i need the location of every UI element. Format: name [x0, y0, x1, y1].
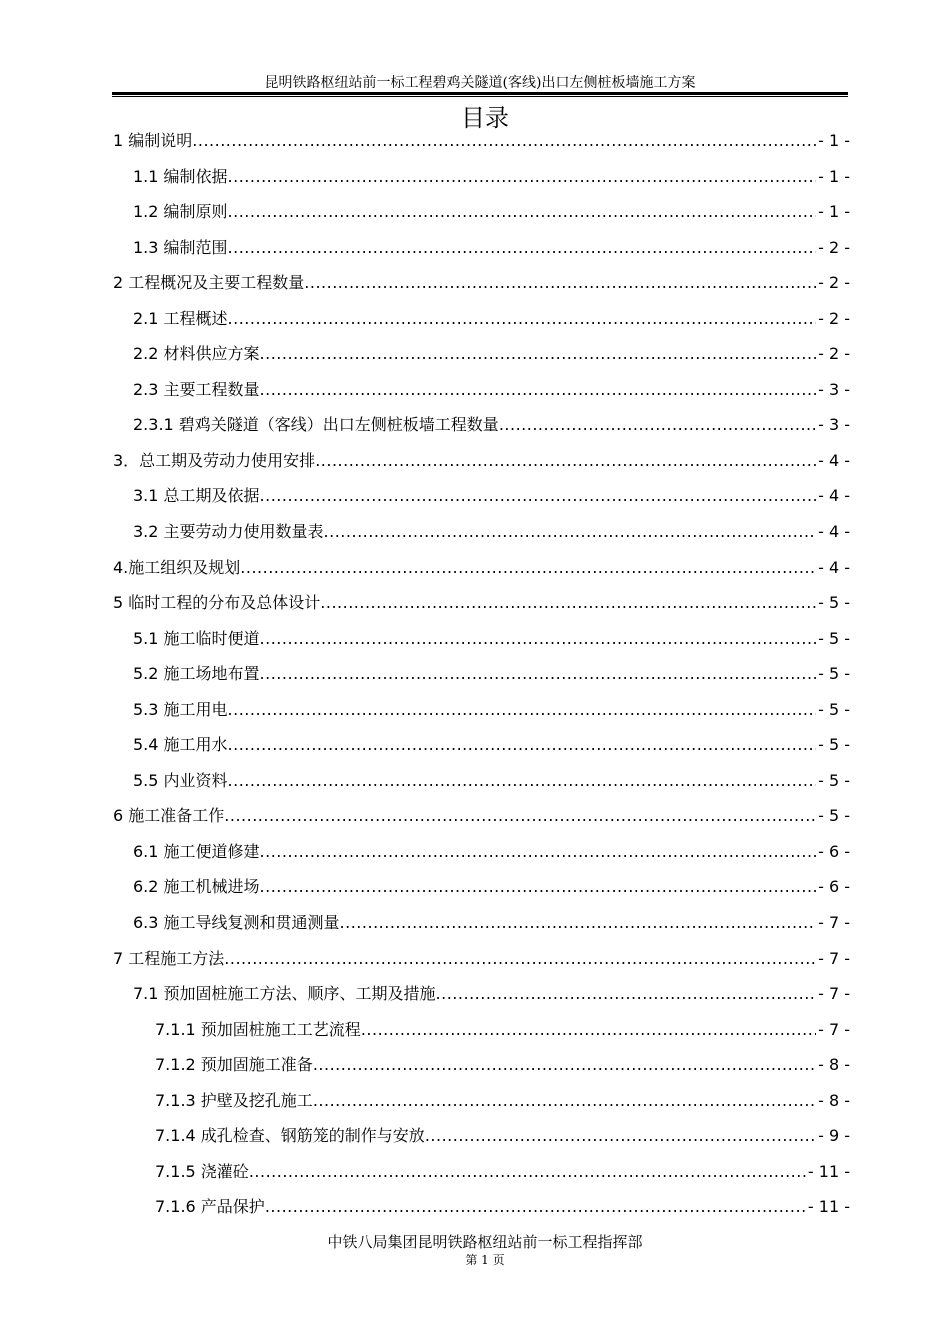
toc-entry-page: - 5 - — [818, 806, 850, 826]
toc-leader-dots — [361, 1012, 816, 1048]
toc-entry-page: - 2 - — [818, 237, 850, 257]
toc-entry-label: 6.3 施工导线复测和贯通测量 — [133, 913, 340, 933]
toc-entry[interactable] — [113, 372, 850, 408]
toc-leader-dots — [260, 621, 817, 657]
page-footer-org: 中铁八局集团昆明铁路枢纽站前一标工程指挥部 — [327, 1233, 643, 1251]
toc-leader-dots — [228, 692, 817, 728]
toc-entry-label: 2.3 主要工程数量 — [133, 379, 260, 399]
toc-entry-page: - 5 - — [818, 593, 850, 613]
toc-leader-dots — [304, 265, 816, 301]
toc-entry[interactable] — [113, 478, 850, 514]
page-header: 昆明铁路枢纽站前一标工程碧鸡关隧道(客线)出口左侧桩板墙施工方案 — [264, 75, 696, 91]
toc-leader-dots — [320, 585, 816, 621]
toc-entry-page: - 5 - — [818, 699, 850, 719]
toc-entry-page: - 1 - — [818, 131, 850, 150]
toc-entry[interactable] — [113, 621, 850, 657]
toc-entry-page: - 8 - — [818, 1055, 850, 1075]
toc-leader-dots — [228, 727, 817, 763]
toc-entry-label: 7.1 预加固桩施工方法、顺序、工期及措施 — [133, 984, 436, 1004]
toc-leader-dots — [265, 1189, 806, 1225]
toc-entry[interactable] — [113, 123, 850, 159]
toc-leader-dots — [425, 1118, 816, 1154]
toc-entry-page: - 2 - — [818, 308, 850, 328]
toc-entry[interactable] — [113, 727, 850, 763]
toc-entry-label: 5.2 施工场地布置 — [133, 664, 260, 684]
toc-entry[interactable] — [113, 407, 850, 443]
toc-entry-page: - 6 - — [818, 877, 850, 897]
toc-entry[interactable] — [113, 336, 850, 372]
toc-entry-label: 5.4 施工用水 — [133, 735, 228, 755]
toc-entry-label: 2.1 工程概述 — [133, 308, 228, 328]
header-rule-thin — [112, 96, 848, 97]
toc-entry[interactable] — [113, 585, 850, 621]
toc-entry-page: - 11 - — [807, 1161, 850, 1181]
toc-entry-page: - 2 - — [818, 273, 850, 293]
toc-entry-label: 2 工程概况及主要工程数量 — [113, 273, 305, 293]
toc-entry[interactable] — [113, 692, 850, 728]
toc-entry-page: - 5 - — [818, 735, 850, 755]
toc-entry[interactable] — [113, 905, 850, 941]
toc-title: 目录 — [461, 104, 509, 132]
toc-entry-label: 7.1.3 护壁及挖孔施工 — [155, 1090, 313, 1110]
toc-leader-dots — [260, 834, 817, 870]
toc-entry[interactable] — [113, 941, 850, 977]
toc-leader-dots — [324, 514, 817, 550]
toc-entry-page: - 7 - — [818, 913, 850, 933]
toc-entry-page: - 5 - — [818, 664, 850, 684]
table-of-contents — [113, 123, 850, 1225]
toc-entry-label: 5.1 施工临时便道 — [133, 628, 260, 648]
toc-leader-dots — [228, 230, 817, 266]
toc-entry-label: 2.3.1 碧鸡关隧道（客线）出口左侧桩板墙工程数量 — [133, 415, 499, 435]
toc-leader-dots — [436, 976, 817, 1012]
toc-entry-label: 3．总工期及劳动力使用安排 — [113, 450, 316, 470]
toc-entry-page: - 5 - — [818, 770, 850, 790]
toc-entry-label: 5.3 施工用电 — [133, 699, 228, 719]
toc-entry-page: - 1 - — [818, 202, 850, 222]
toc-entry-page: - 4 - — [818, 522, 850, 542]
toc-entry-label: 6.2 施工机械进场 — [133, 877, 260, 897]
toc-entry-label: 7.1.5 浇灌砼 — [155, 1161, 249, 1181]
toc-entry-label: 1.2 编制原则 — [133, 202, 228, 222]
toc-entry[interactable] — [113, 763, 850, 799]
toc-entry-page: - 3 - — [818, 415, 850, 435]
toc-entry-label: 6 施工准备工作 — [113, 806, 225, 826]
header-rule-thick — [112, 92, 848, 95]
toc-entry[interactable] — [113, 194, 850, 230]
toc-entry[interactable] — [113, 1189, 850, 1225]
toc-entry-page: - 2 - — [818, 344, 850, 364]
toc-leader-dots — [260, 869, 817, 905]
toc-entry-page: - 3 - — [818, 379, 850, 399]
toc-entry[interactable] — [113, 1154, 850, 1190]
toc-entry[interactable] — [113, 1047, 850, 1083]
toc-entry-label: 7.1.6 产品保护 — [155, 1197, 265, 1217]
toc-entry-label: 7.1.4 成孔检查、钢筋笼的制作与安放 — [155, 1126, 425, 1146]
toc-entry[interactable] — [113, 265, 850, 301]
toc-entry[interactable] — [113, 1012, 850, 1048]
toc-leader-dots — [260, 656, 817, 692]
toc-entry-page: - 7 - — [818, 948, 850, 968]
toc-leader-dots — [260, 478, 817, 514]
toc-leader-dots — [240, 550, 816, 586]
toc-leader-dots — [340, 905, 817, 941]
toc-entry-page: - 4 - — [818, 450, 850, 470]
toc-entry-label: 7.1.1 预加固桩施工工艺流程 — [155, 1019, 361, 1039]
toc-entry-label: 7.1.2 预加固施工准备 — [155, 1055, 313, 1075]
toc-leader-dots — [228, 763, 817, 799]
toc-leader-dots — [249, 1154, 806, 1190]
toc-entry-label: 1 编制说明 — [113, 131, 193, 150]
toc-entry-page: - 9 - — [818, 1126, 850, 1146]
toc-entry[interactable] — [113, 301, 850, 337]
toc-leader-dots — [228, 159, 817, 195]
toc-entry-label: 3.1 总工期及依据 — [133, 486, 260, 506]
toc-leader-dots — [315, 443, 816, 479]
toc-entry[interactable] — [113, 1118, 850, 1154]
toc-entry-label: 1.1 编制依据 — [133, 166, 228, 186]
toc-leader-dots — [224, 941, 816, 977]
toc-entry[interactable] — [113, 869, 850, 905]
toc-entry[interactable] — [113, 656, 850, 692]
toc-entry-label: 1.3 编制范围 — [133, 237, 228, 257]
toc-entry-label: 5.5 内业资料 — [133, 770, 228, 790]
toc-leader-dots — [224, 798, 816, 834]
toc-entry-page: - 8 - — [818, 1090, 850, 1110]
toc-entry-page: - 7 - — [818, 1019, 850, 1039]
toc-entry[interactable] — [113, 230, 850, 266]
toc-entry-page: - 11 - — [807, 1197, 850, 1217]
toc-entry-label: 6.1 施工便道修建 — [133, 841, 260, 861]
toc-entry[interactable] — [113, 550, 850, 586]
toc-entry-label: 4.施工组织及规划 — [113, 557, 241, 577]
toc-leader-dots — [192, 123, 816, 159]
toc-entry-page: - 1 - — [818, 166, 850, 186]
toc-entry[interactable] — [113, 834, 850, 870]
toc-entry-label: 5 临时工程的分布及总体设计 — [113, 593, 321, 613]
toc-entry-label: 3.2 主要劳动力使用数量表 — [133, 522, 324, 542]
toc-entry[interactable] — [113, 798, 850, 834]
toc-entry[interactable] — [113, 159, 850, 195]
toc-leader-dots — [228, 194, 817, 230]
toc-entry-page: - 4 - — [818, 486, 850, 506]
toc-leader-dots — [313, 1047, 816, 1083]
toc-entry-label: 2.2 材料供应方案 — [133, 344, 260, 364]
toc-leader-dots — [313, 1083, 816, 1119]
toc-entry-page: - 5 - — [818, 628, 850, 648]
toc-entry[interactable] — [113, 1083, 850, 1119]
toc-leader-dots — [260, 372, 817, 408]
toc-entry-page: - 7 - — [818, 984, 850, 1004]
toc-entry-page: - 6 - — [818, 841, 850, 861]
toc-entry-page: - 4 - — [818, 557, 850, 577]
toc-entry[interactable] — [113, 514, 850, 550]
toc-leader-dots — [499, 407, 816, 443]
toc-entry[interactable] — [113, 976, 850, 1012]
toc-leader-dots — [260, 336, 817, 372]
toc-leader-dots — [228, 301, 817, 337]
page-number: 第 1 页 — [465, 1253, 505, 1267]
toc-entry-label: 7 工程施工方法 — [113, 948, 225, 968]
toc-entry[interactable] — [113, 443, 850, 479]
